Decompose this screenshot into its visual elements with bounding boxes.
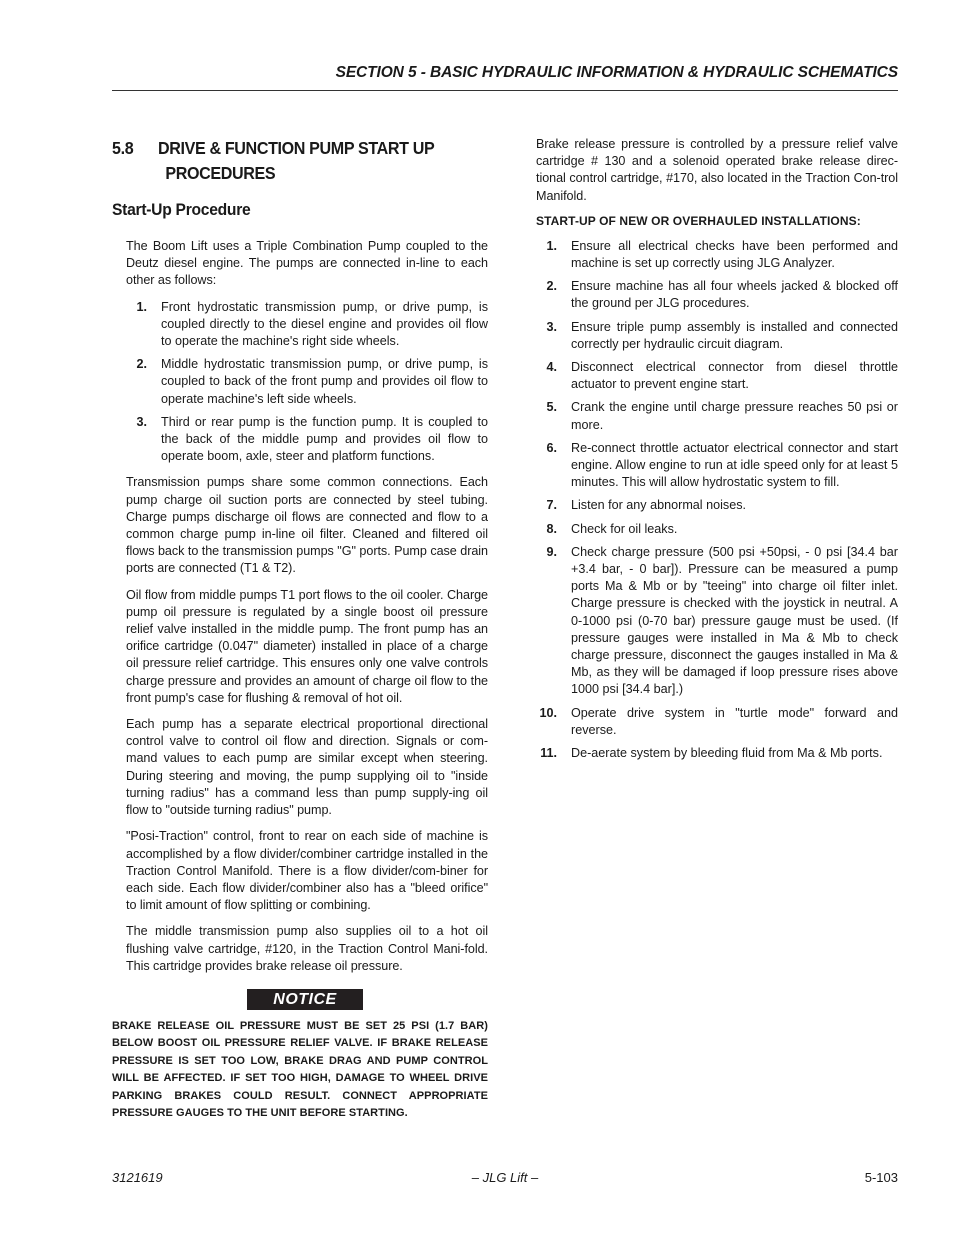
page-number: 5-103 <box>864 1170 898 1185</box>
footer-brand: – JLG Lift – <box>471 1170 539 1185</box>
pump-list <box>112 299 488 466</box>
notice-text: BRAKE RELEASE OIL PRESSURE MUST BE SET 25 PSI (1.7 BAR) BELOW BOOST OIL PRESSURE RELIEF VALVE. IF BRAKE RELEASE PRESSURE IS SET TOO LOW, BRAKE DRAG AND PUMP CONTROL WILL BE AFFECTED. IF SET TOO HIGH, DAMAGE TO WHEEL DRIVE PARKING BRAKES COULD RESULT. CONNECT APPROPRIATE PRESSURE GAUGES TO THE UNIT BEFORE STARTING. <box>112 1019 488 1119</box>
list-item-text: Front hydrostatic transmission pump, or drive pump, is coupled directly to the diesel engine and provides oil flow to operate the machine's right side wheels. <box>161 299 488 349</box>
list-item-number: 4. <box>546 360 557 375</box>
list-item <box>536 705 898 739</box>
list-item-number: 11. <box>540 746 557 761</box>
list-item <box>536 359 898 393</box>
list-item-number: 8. <box>546 521 557 536</box>
list-item-number: 2. <box>546 279 557 294</box>
section-title-line2: PROCEDURES <box>165 163 276 183</box>
list-item-number: 3. <box>136 414 147 429</box>
paragraph-brake-release: Brake release pressure is controlled by a pressure relief valve cartridge # 130 and a solenoid operated brake release direc-tional control cartridge, #170, also located in the Traction Con-trol Manifold. <box>536 137 898 203</box>
list-item <box>536 440 898 492</box>
list-item <box>112 356 488 408</box>
intro-paragraph: The Boom Lift uses a Triple Combination Pump coupled to the Deutz diesel engine. The pumps are connected in-line to each other as follows: <box>126 239 488 288</box>
list-item-text: Third or rear pump is the function pump. It is coupled to the back of the middle pump and provides oil flow to operate boom, axle, steer and platform functions. <box>161 414 488 464</box>
list-item-number: 2. <box>136 357 147 372</box>
paragraph-control-valve: Each pump has a separate electrical proportional directional control valve to control oil flow and direction. Signals or com-mand values to each pump are similar except when steering. During steering and moving, the pump supplying oil to "inside turning radius" has a command less than pump supply-ing oil flow to "outside turning radius" pump. <box>126 717 488 818</box>
notice-label: NOTICE <box>247 989 363 1010</box>
right-column <box>536 136 898 771</box>
list-item <box>112 299 488 351</box>
list-item-number: 6. <box>546 440 557 455</box>
subheading: Start-Up Procedure <box>112 200 251 219</box>
section-title-line1: DRIVE & FUNCTION PUMP START UP <box>158 138 435 158</box>
list-item <box>536 544 898 699</box>
section-number: 5.8 <box>112 138 134 158</box>
section-title <box>112 136 458 186</box>
list-item-text: Re-connect throttle actuator electrical connector and start engine. Allow engine to run at idle speed only for at least 5 minutes. This will allow hydrostatic system to fill. <box>571 440 898 490</box>
list-item <box>536 238 898 272</box>
list-item-number: 9. <box>546 544 557 559</box>
paragraph-oil-flow: Oil flow from middle pumps T1 port flows to the oil cooler. Charge pump oil pressure is regulated by a single boost oil pressure relief valve installed in the middle pump. The front pump has an orifice cartridge (0.047" diameter) installed in place of a charge oil pressure relief cartridge. This ensures only one valve controls charge pressure and provides an amount of charge oil flow to the front pump's case for flushing & removal of hot oil. <box>126 587 488 705</box>
list-item <box>536 521 898 538</box>
list-item-text: Ensure all electrical checks have been performed and machine is set up correctly using JLG Analyzer. <box>571 238 898 271</box>
section-header-title: SECTION 5 - BASIC HYDRAULIC INFORMATION & HYDRAULIC SCHEMATICS <box>335 64 898 81</box>
list-item-number: 10. <box>539 705 557 720</box>
list-item-text: Disconnect electrical connector from diesel throttle actuator to prevent engine start. <box>571 360 898 392</box>
page-header <box>112 64 898 91</box>
list-item-text: Crank the engine until charge pressure reaches 50 psi or more. <box>571 400 898 432</box>
list-item-text: Ensure machine has all four wheels jacked & blocked off the ground per JLG procedures. <box>571 279 898 311</box>
list-item-number: 1. <box>546 238 557 253</box>
list-item-text: De-aerate system by bleeding fluid from Ma & Mb ports. <box>571 746 883 761</box>
list-item <box>536 278 898 312</box>
paragraph-posi-traction: "Posi-Traction" control, front to rear on each side of machine is accomplished by a flow divider/combiner cartridge installed in the Traction Control Manifold. There is a flow divider/com-biner for each side. Each flow divider/combiner also has a "bleed orifice" to limit amount of flow splitting or combining. <box>126 829 488 913</box>
list-item <box>536 399 898 433</box>
list-item-text: Operate drive system in "turtle mode" forward and reverse. <box>571 705 898 737</box>
paragraph-transmission: Transmission pumps share some common connections. Each pump charge oil suction ports are connected by steel tubing. Charge pumps discharge oil flows are connected and flow to a common charge pump in-line oil filter. Cleaned and filtered oil flows back to the transmission pumps "G" ports. Pump case drain ports are connected (T1 & T2). <box>126 475 488 576</box>
list-item-number: 1. <box>136 299 147 314</box>
list-item-text: Check charge pressure (500 psi +50psi, - 0 psi [34.4 bar +3.4 bar, - 0 bar]). Pressure can be measured a pump ports Ma & Mb or by "teeing" into charge oil filter inlet. Charge pressure is checked with the joystick in neutral. A 0-1000 psi (0-70 bar) pressure gauge must be used. (If pressure gauges were installed in Ma & Mb to check charge pressure, disconnect the gauges installed in Ma & Mb, as they will be damaged if loop pressure rises above 1000 psi [34.4 bar].) <box>571 544 898 697</box>
startup-steps-list <box>536 238 898 762</box>
list-item-number: 3. <box>546 319 557 334</box>
list-item <box>536 497 898 514</box>
paragraph-flushing: The middle transmission pump also supplies oil to a hot oil flushing valve cartridge, #120, in the Traction Control Mani-fold. This cartridge provides brake release oil pressure. <box>126 924 488 973</box>
list-item <box>536 745 898 762</box>
left-column <box>112 136 488 1122</box>
list-item-number: 5. <box>546 400 557 415</box>
list-item-text: Check for oil leaks. <box>571 521 678 536</box>
list-item-text: Ensure triple pump assembly is installed and connected correctly per hydraulic circuit diagram. <box>571 319 898 351</box>
list-item <box>536 319 898 353</box>
list-item-text: Middle hydrostatic transmission pump, or drive pump, is coupled to back of the front pump and provides oil flow to operate machine's left side wheels. <box>161 357 488 406</box>
document-number: 3121619 <box>112 1170 163 1185</box>
list-item <box>112 414 488 466</box>
list-item-text: Listen for any abnormal noises. <box>571 498 747 513</box>
list-item-number: 7. <box>546 498 557 513</box>
section-title-text <box>158 136 434 186</box>
steps-heading: START-UP OF NEW OR OVERHAULED INSTALLATIONS: <box>536 213 861 228</box>
